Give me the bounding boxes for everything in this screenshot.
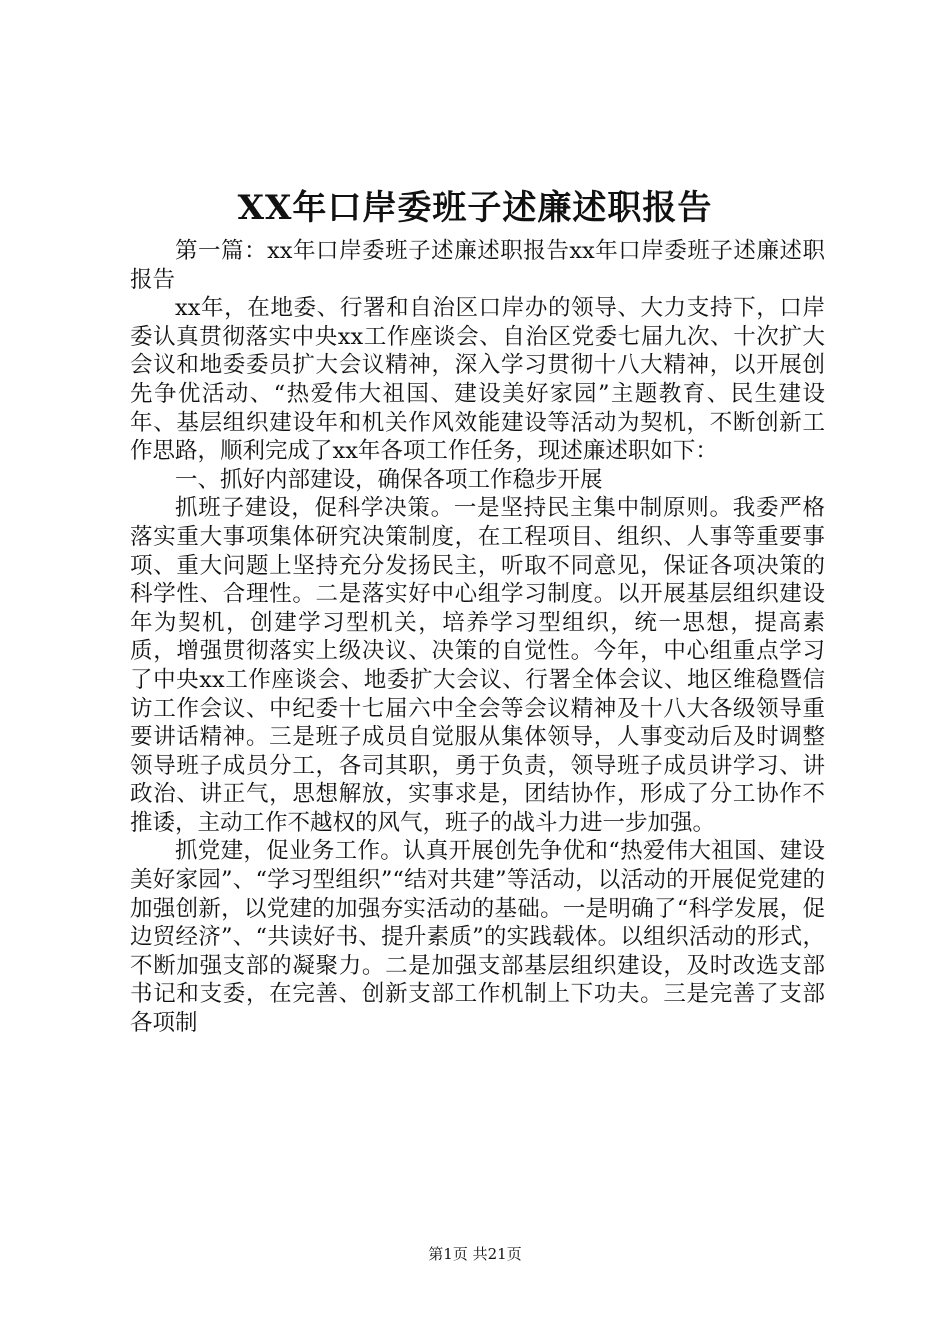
document-title: XX年口岸委班子述廉述职报告 bbox=[237, 188, 713, 228]
section-heading: 一、抓好内部建设，确保各项工作稳步开展 bbox=[175, 466, 603, 493]
document-body bbox=[130, 237, 825, 1038]
paragraph: 抓班子建设，促科学决策。一是坚持民主集中制原则。我委严格落实重大事项集体研究决策制度，在工程项目、组织、人事等重要事项、重大问题上坚持充分发扬民主，听取不同意见，保证各项决策的科学性、合理性。二是落实好中心组学习制度。以开展基层组织建设年为契机，创建学习型机关，培养学习型组织，统一思想，提高素质，增强贯彻落实上级决议、决策的自觉性。今年，中心组重点学习了中央xx工作座谈会、地委扩大会议、行署全体会议、地区维稳暨信访工作会议、中纪委十七届六中全会等会议精神及十八大各级领导重要讲话精神。三是班子成员自觉服从集体领导，人事变动后及时调整领导班子成员分工，各司其职，勇于负责，领导班子成员讲学习、讲政治、讲正气，思想解放，实事求是，团结协作，形成了分工协作不推诿，主动工作不越权的风气，班子的战斗力进一步加强。 bbox=[130, 495, 825, 836]
paragraph: 抓党建，促业务工作。认真开展创先争优和“热爱伟大祖国、建设美好家园”、“学习型组织”“结对共建”等活动，以活动的开展促党建的加强创新，以党建的加强夯实活动的基础。一是明确了“科学发展，促边贸经济”、“共读好书、提升素质”的实践载体。以组织活动的形式，不断加强支部的凝聚力。二是加强支部基层组织建设，及时改选支部书记和支委，在完善、创新支部工作机制上下功夫。三是完善了支部各项制 bbox=[130, 838, 825, 1037]
page-number: 第1页 共21页 bbox=[428, 1245, 522, 1263]
paragraph: xx年，在地委、行署和自治区口岸办的领导、大力支持下，口岸委认真贯彻落实中央xx工作座谈会、自治区党委七届九次、十次扩大会议和地委委员扩大会议精神，深入学习贯彻十八大精神，以开展创先争优活动、“热爱伟大祖国、建设美好家园”主题教育、民生建设年、基层组织建设年和机关作风效能建设等活动为契机，不断创新工作思路，顺利完成了xx年各项工作任务，现述廉述职如下： bbox=[130, 295, 825, 465]
paragraph: 第一篇：xx年口岸委班子述廉述职报告xx年口岸委班子述廉述职报告 bbox=[130, 238, 825, 293]
